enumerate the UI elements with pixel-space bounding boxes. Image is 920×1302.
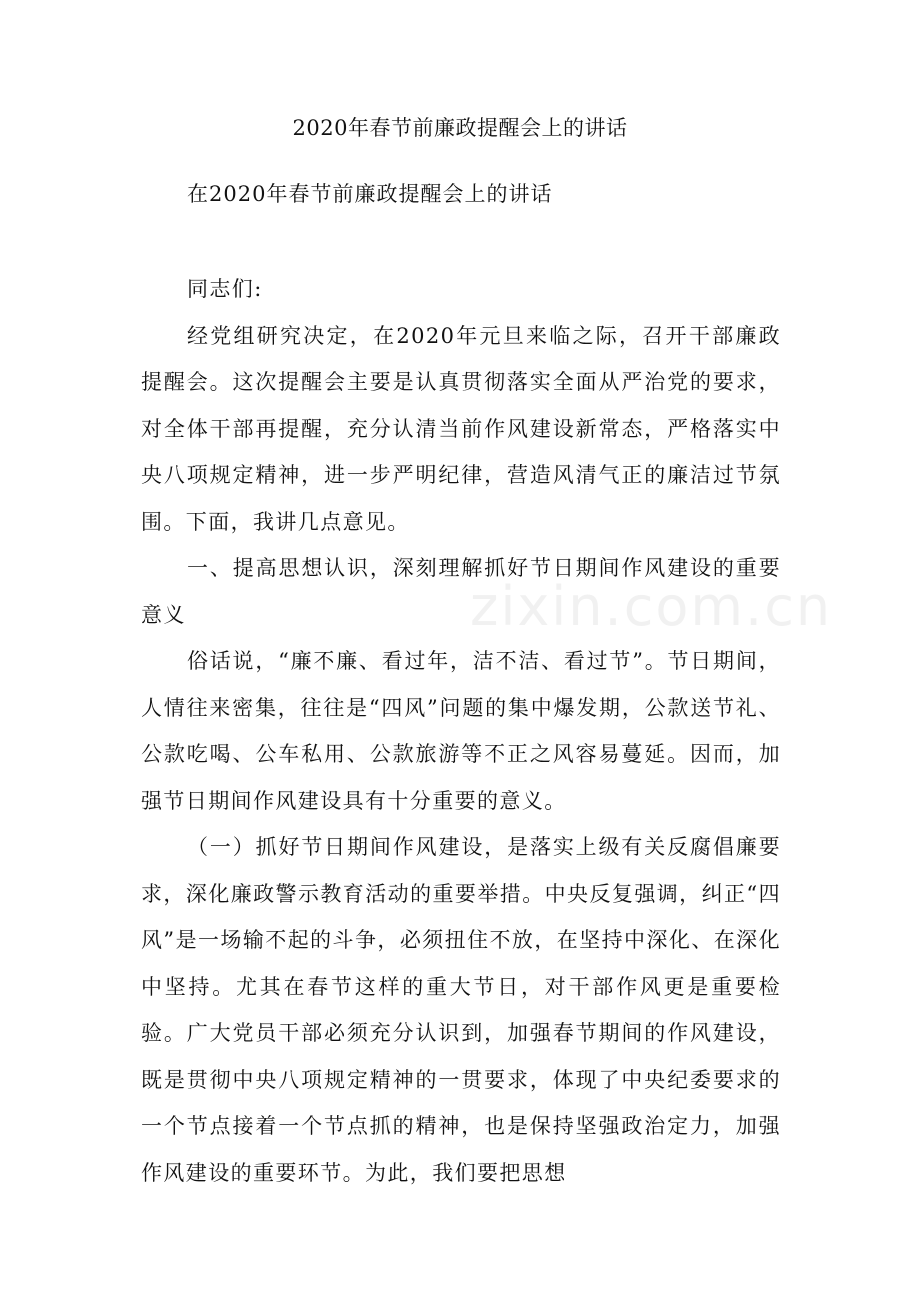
document-title: 2020年春节前廉政提醒会上的讲话: [292, 116, 628, 140]
watermark-text: zixin.com.cn: [470, 575, 833, 638]
salutation: 同志们:: [187, 277, 263, 301]
document-body: [141, 266, 781, 1196]
paragraph-intro: 经党组研究决定，在2020年元旦来临之际，召开干部廉政提醒会。这次提醒会主要是认真贯彻落实全面从严治党的要求，对全体干部再提醒，充分认清当前作风建设新常态，严格落实中央八项规定精神，进一步严明纪律，营造风清气正的廉洁过节氛围。下面，我讲几点意见。: [141, 323, 781, 534]
document-subtitle: 在2020年春节前廉政提醒会上的讲话: [187, 182, 553, 206]
paragraph-proverb: 俗话说，“廉不廉、看过年，洁不洁、看过节”。节日期间，人情往来密集，往往是“四风”问题的集中爆发期，公款送节礼、公款吃喝、公车私用、公款旅游等不正之风容易蔓延。因而，加强节日期间作风建设具有十分重要的意义。: [141, 649, 781, 813]
section-heading-1: 一、提高思想认识，深刻理解抓好节日期间作风建设的重要意义: [141, 556, 781, 627]
paragraph-subsection-1: （一）抓好节日期间作风建设，是落实上级有关反腐倡廉要求，深化廉政警示教育活动的重要举措。中央反复强调，纠正“四风”是一场输不起的斗争，必须扭住不放，在坚持中深化、在深化中坚持。尤其在春节这样的重大节日，对干部作风更是重要检验。广大党员干部必须充分认识到，加强春节期间的作风建设，既是贯彻中央八项规定精神的一贯要求，体现了中央纪委要求的一个节点接着一个节点抓的精神，也是保持坚强政治定力，加强作风建设的重要环节。为此，我们要把思想: [141, 835, 781, 1185]
